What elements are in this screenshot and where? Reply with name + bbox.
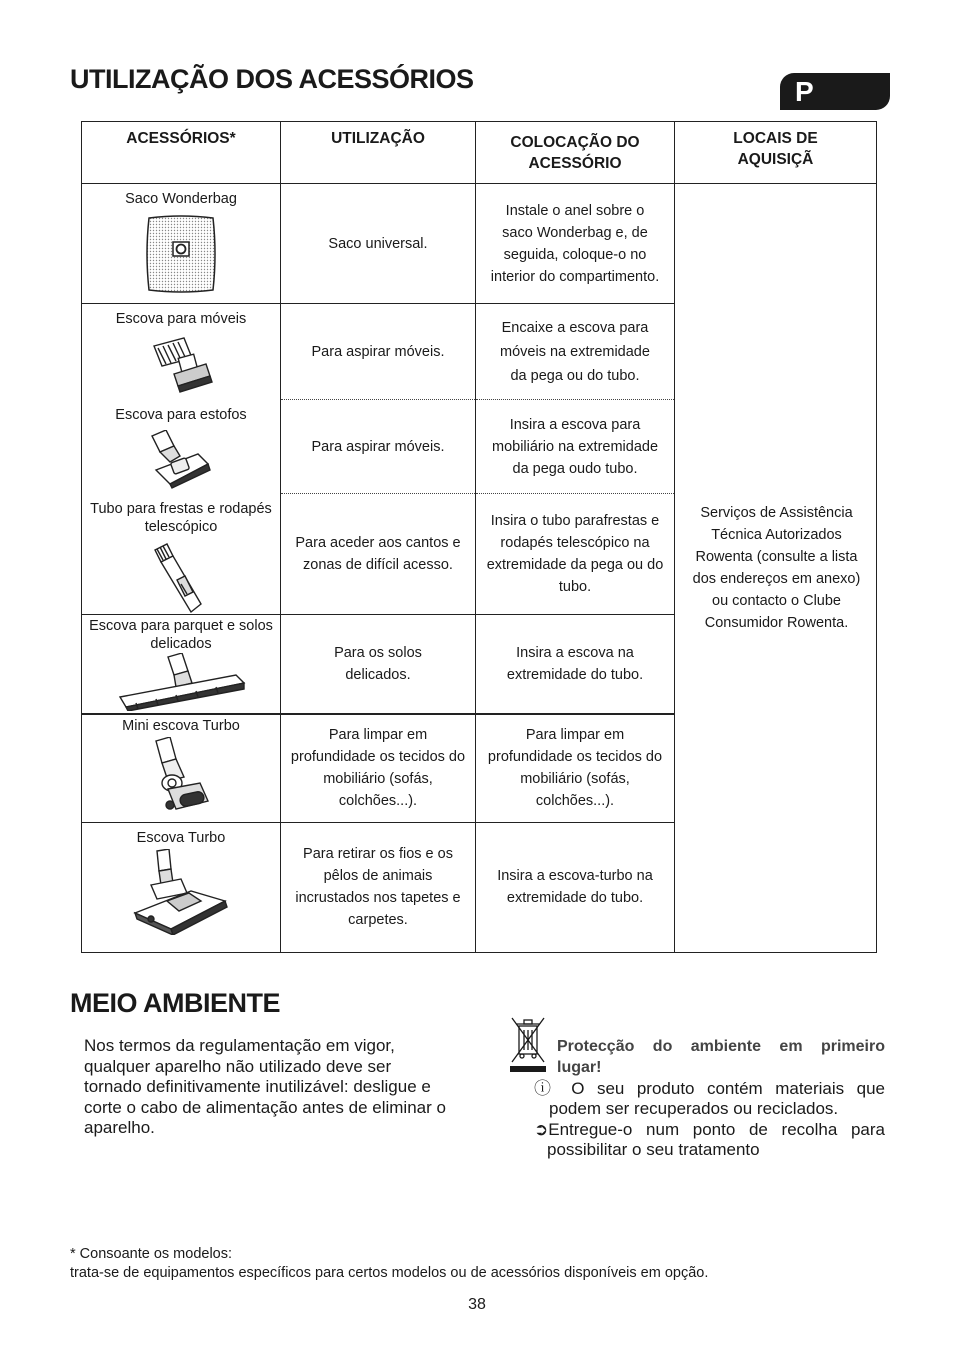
furniture-brush-icon [146, 334, 216, 394]
environment-heading: Protecção do ambiente em primeiro [557, 1038, 885, 1055]
usage-cell: Saco universal. [281, 184, 476, 304]
collection-text-line2: possibilitar o seu tratamento [547, 1140, 760, 1159]
placement-cell: Insira o tubo parafrestas e rodapés telescópico na extremidade da pega ou do tubo. [476, 494, 675, 615]
table-row [82, 184, 877, 304]
collection-text-line1 [534, 1120, 885, 1141]
footnote-line1: * Consoante os modelos: [70, 1246, 233, 1262]
header-accessories: ACESSÓRIOS* [82, 122, 281, 184]
accessory-cell [82, 822, 281, 952]
footnote [70, 1245, 708, 1283]
environment-title: MEIO AMBIENTE [70, 988, 281, 1018]
accessory-cell [82, 304, 281, 400]
usage-cell: Para retirar os fios e os pêlos de animais incrustados nos tapetes e carpetes. [281, 822, 476, 952]
environment-text: Nos termos da regulamentação em vigor, qualquer aparelho não utilizado deve ser tornado definitivamente inutilizável: desligue e corte o cabo de alimentação antes de eliminar o aparelho. [84, 1036, 446, 1137]
parquet-brush-icon [116, 653, 246, 711]
placement-cell: Para limpar em profundidade os tecidos do mobiliário (sofás, colchões...). [476, 714, 675, 822]
accessory-cell [82, 494, 281, 615]
recycle-text: O seu produto contém materiais que [571, 1079, 886, 1098]
info-icon: ⓘ [534, 1079, 559, 1098]
usage-cell: Para aceder aos cantos e zonas de difícil acesso. [281, 494, 476, 615]
usage-cell: Para limpar em profundidade os tecidos do mobiliário (sofás, colchões...). [281, 714, 476, 822]
accessory-cell [82, 614, 298, 714]
accessory-name: Escova para estofos [115, 406, 247, 423]
environment-heading-line2: lugar! [557, 1059, 602, 1076]
recycle-text-line2: podem ser recuperados ou reciclados. [549, 1099, 839, 1118]
placement-cell: Insira a escova na extremidade do tubo. [476, 614, 675, 714]
usage-cell: Para os solos delicados. [281, 614, 476, 714]
header-usage: UTILIZAÇÃO [281, 122, 476, 184]
accessory-cell [82, 400, 281, 494]
accessory-name: Tubo para frestas e rodapés telescópico [90, 500, 272, 535]
purchase-cell [675, 184, 877, 953]
placement-cell: Insira a escova para mobiliário na extremidade da pega oudo tubo. [476, 400, 675, 494]
placement-cell: Encaixe a escova para móveis na extremidade da pega ou do tubo. [476, 304, 675, 400]
mini-turbo-brush-icon [146, 737, 216, 813]
turbo-brush-icon [131, 849, 231, 935]
page-number: 38 [468, 1296, 486, 1313]
crossed-out-bin-icon [510, 1016, 546, 1064]
placement-cell: Instale o anel sobre o saco Wonderbag e, de seguida, coloque-o no interior do compartimento. [476, 184, 675, 304]
accessories-table [81, 121, 877, 953]
footnote-line2: trata-se de equipamentos específicos para certos modelos ou de acessórios disponíveis em opção. [70, 1265, 709, 1281]
page-title: UTILIZAÇÃO DOS ACESSÓRIOS [70, 64, 474, 94]
usage-cell: Para aspirar móveis. [281, 304, 476, 400]
accessory-cell [82, 184, 281, 304]
usage-cell: Para aspirar móveis. [281, 400, 476, 494]
accessory-cell [82, 714, 281, 822]
upholstery-brush-icon [146, 430, 216, 490]
recycle-text-line1 [534, 1079, 885, 1100]
arrow-icon: ➲ [534, 1120, 549, 1139]
placement-cell: Insira a escova-turbo na extremidade do tubo. [476, 822, 675, 952]
accessory-name: Escova para parquet e solos delicados [89, 617, 298, 652]
crevice-tool-icon [151, 542, 211, 614]
bin-underline [510, 1066, 546, 1072]
table-header-row [82, 122, 877, 184]
header-purchase: LOCAIS DE AQUISIÇÃ [675, 122, 877, 184]
accessory-name: Mini escova Turbo [122, 718, 240, 734]
accessory-name: Saco Wonderbag [125, 191, 237, 207]
purchase-text: Serviços de Assistência Técnica Autorizados Rowenta (consulte a lista dos endereços em anexo) ou contacto o Clube Consumidor Rowenta. [692, 504, 861, 631]
accessory-name: Escova Turbo [136, 829, 226, 846]
header-placement: COLOCAÇÃO DO ACESSÓRIO [476, 122, 675, 184]
accessory-name: Escova para móveis [115, 311, 247, 327]
language-badge: P [780, 73, 890, 110]
wonderbag-icon [143, 214, 219, 294]
collection-text: Entregue-o num ponto de recolha para [548, 1120, 885, 1139]
